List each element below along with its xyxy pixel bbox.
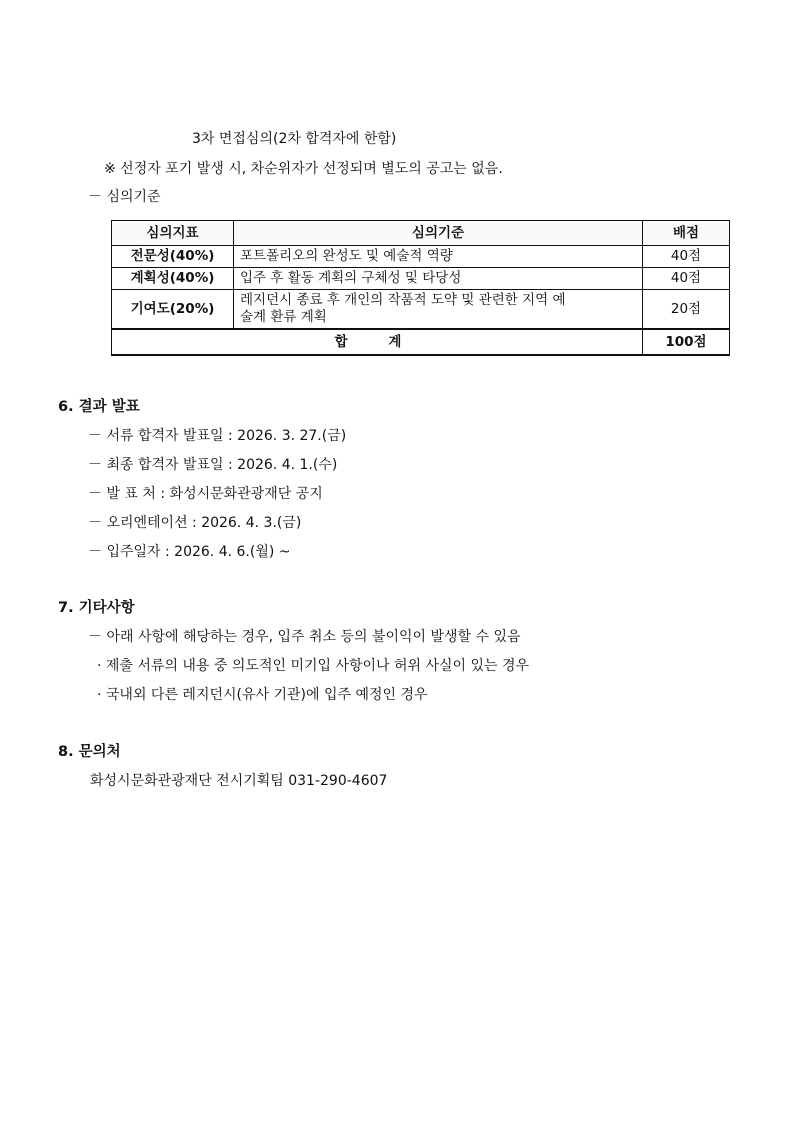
row-indicator: 기여도(20%): [112, 290, 234, 330]
criteria-table: [111, 220, 730, 356]
row-indicator: 계획성(40%): [112, 268, 234, 290]
contact-line: 화성시문화관광재단 전시기획팀 031-290-4607: [90, 773, 388, 789]
row-indicator: 전문성(40%): [112, 246, 234, 268]
criteria-heading: － 심의기준: [88, 189, 161, 205]
row-criteria-line: 술계 환류 계획: [240, 309, 327, 325]
row-points: 40점: [643, 246, 730, 268]
section6-item: － 발 표 처 : 화성시문화관광재단 공지: [88, 486, 323, 502]
row-points: 40점: [643, 268, 730, 290]
header-points: 배점: [643, 221, 730, 246]
table-total-row: [112, 329, 730, 355]
table-header-row: [112, 221, 730, 246]
table-row: [112, 268, 730, 290]
round3-line: 3차 면접심의(2차 합격자에 한함): [192, 131, 397, 147]
section8-title: 8. 문의처: [58, 744, 121, 760]
section7-item: · 국내외 다른 레지던시(유사 기관)에 입주 예정인 경우: [97, 687, 428, 703]
section6-item: － 입주일자 : 2026. 4. 6.(월) ~: [88, 544, 291, 560]
section7-item: － 아래 사항에 해당하는 경우, 입주 취소 등의 불이익이 발생할 수 있음: [88, 629, 521, 645]
section7-title: 7. 기타사항: [58, 600, 135, 616]
table-row: [112, 246, 730, 268]
row-criteria: [234, 290, 643, 330]
header-criteria: 심의기준: [234, 221, 643, 246]
header-indicator: 심의지표: [112, 221, 234, 246]
row-criteria: 포트폴리오의 완성도 및 예술적 역량: [234, 246, 643, 268]
table-row: [112, 290, 730, 330]
total-points: 100점: [643, 329, 730, 355]
section6-title: 6. 결과 발표: [58, 399, 140, 415]
notice-note: ※ 선정자 포기 발생 시, 차순위자가 선정되며 별도의 공고는 없음.: [104, 161, 503, 177]
total-label: 합 계: [112, 329, 643, 355]
section7-item: · 제출 서류의 내용 중 의도적인 미기입 사항이나 허위 사실이 있는 경우: [97, 658, 530, 674]
row-criteria: 입주 후 활동 계획의 구체성 및 타당성: [234, 268, 643, 290]
row-criteria-line: 레지던시 종료 후 개인의 작품적 도약 및 관련한 지역 예: [240, 292, 566, 308]
section6-item: － 오리엔테이션 : 2026. 4. 3.(금): [88, 515, 302, 531]
section6-item: － 서류 합격자 발표일 : 2026. 3. 27.(금): [88, 428, 347, 444]
section6-item: － 최종 합격자 발표일 : 2026. 4. 1.(수): [88, 457, 338, 473]
row-points: 20점: [643, 290, 730, 330]
